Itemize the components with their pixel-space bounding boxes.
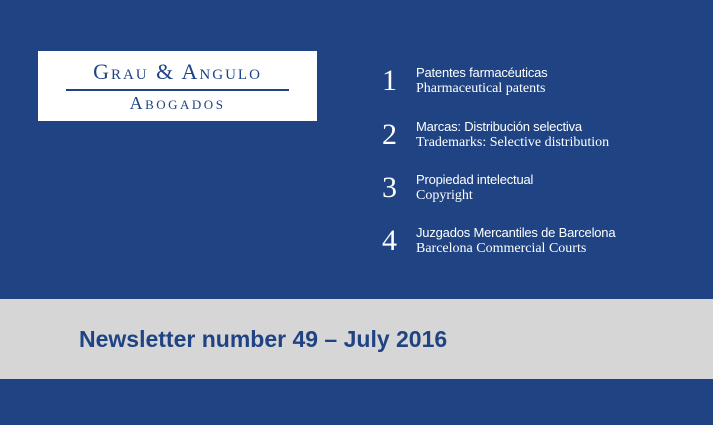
firm-logo[interactable] [38, 51, 317, 121]
toc-item-title-en: Pharmaceutical patents [416, 81, 546, 96]
toc-item-number: 3 [382, 171, 397, 204]
toc-item-2[interactable] [378, 118, 708, 158]
logo-firm-name: Grau & Angulo [93, 59, 262, 84]
footer-background [0, 379, 713, 425]
toc-item-title-es: Patentes farmacéuticas [416, 65, 548, 80]
toc-item-title-es: Propiedad intelectual [416, 172, 534, 187]
newsletter-banner [0, 299, 713, 379]
toc-item-title-en: Barcelona Commercial Courts [416, 241, 587, 256]
newsletter-issue-title: Newsletter number 49 – July 2016 [79, 326, 448, 352]
toc-item-1[interactable] [378, 64, 708, 104]
toc-item-3[interactable] [378, 171, 708, 211]
toc-item-title-es: Marcas: Distribución selectiva [416, 119, 582, 134]
logo-subtitle: Abogados [129, 93, 226, 113]
toc-item-title-en: Copyright [416, 188, 473, 203]
logo-divider [66, 89, 289, 91]
toc-item-number: 2 [382, 118, 397, 151]
toc-item-title-es: Juzgados Mercantiles de Barcelona [416, 225, 616, 240]
toc-item-number: 4 [382, 224, 397, 257]
toc-item-title-en: Trademarks: Selective distribution [416, 135, 610, 150]
toc-item-number: 1 [382, 64, 397, 97]
toc-item-4[interactable] [378, 224, 708, 264]
